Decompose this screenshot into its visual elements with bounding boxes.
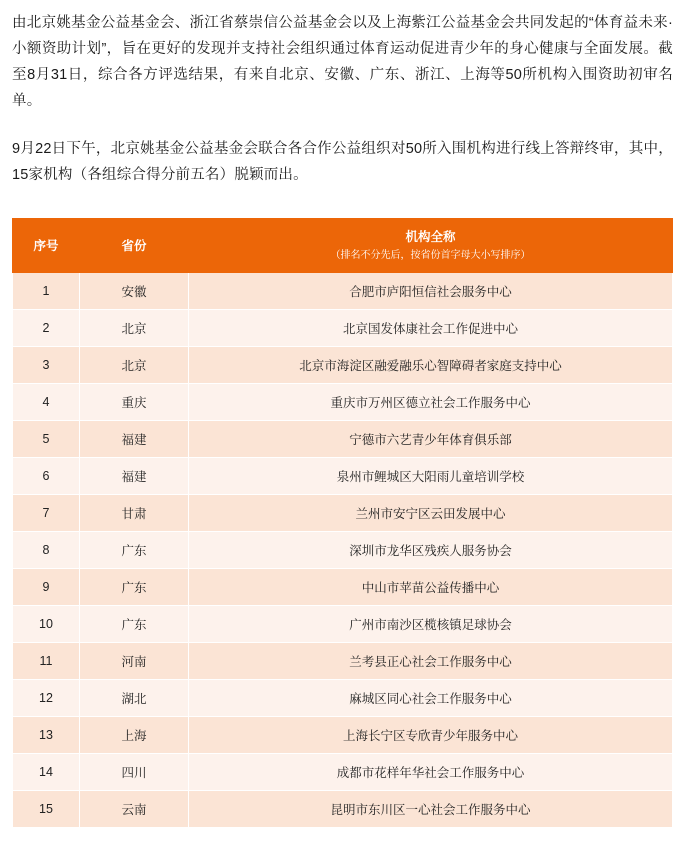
cell-index: 4 xyxy=(13,384,80,421)
table-row xyxy=(13,569,673,606)
table-row xyxy=(13,347,673,384)
cell-province: 湖北 xyxy=(80,680,189,717)
cell-organization-name: 宁德市六艺青少年体育俱乐部 xyxy=(189,421,673,458)
document-page xyxy=(0,0,685,188)
table-head xyxy=(13,219,673,273)
cell-province: 福建 xyxy=(80,458,189,495)
cell-index: 5 xyxy=(13,421,80,458)
table-row xyxy=(13,421,673,458)
cell-index: 2 xyxy=(13,310,80,347)
cell-organization-name: 昆明市东川区一心社会工作服务中心 xyxy=(189,791,673,828)
cell-province: 河南 xyxy=(80,643,189,680)
cell-province: 北京 xyxy=(80,347,189,384)
column-header-index: 序号 xyxy=(13,219,80,273)
cell-organization-name: 上海长宁区专欣青少年服务中心 xyxy=(189,717,673,754)
table-row xyxy=(13,680,673,717)
cell-organization-name: 成都市花样年华社会工作服务中心 xyxy=(189,754,673,791)
cell-index: 1 xyxy=(13,273,80,310)
cell-index: 12 xyxy=(13,680,80,717)
cell-organization-name: 深圳市龙华区残疾人服务协会 xyxy=(189,532,673,569)
table-row xyxy=(13,273,673,310)
cell-index: 8 xyxy=(13,532,80,569)
intro-paragraph-2: 9月22日下午，北京姚基金公益基金会联合各合作公益组织对50所入围机构进行线上答辩终审，其中，15家机构（各组综合得分前五名）脱颖而出。 xyxy=(12,141,673,183)
table-row xyxy=(13,606,673,643)
cell-province: 广东 xyxy=(80,532,189,569)
intro-paragraph-1: 由北京姚基金公益基金会、浙江省蔡崇信公益基金会以及上海紫江公益基金会共同发起的“体育益未来·小额资助计划”，旨在更好的发现并支持社会组织通过体育运动促进青少年的身心健康与全面发展。截至8月31日，综合各方评选结果，有来自北京、安徽、广东、浙江、上海等50所机构入围资助初审名单。 xyxy=(12,15,673,109)
cell-index: 10 xyxy=(13,606,80,643)
table-row xyxy=(13,495,673,532)
cell-index: 15 xyxy=(13,791,80,828)
cell-organization-name: 中山市苹苗公益传播中心 xyxy=(189,569,673,606)
cell-index: 9 xyxy=(13,569,80,606)
table-row xyxy=(13,458,673,495)
table-body xyxy=(13,273,673,828)
cell-organization-name: 兰考县正心社会工作服务中心 xyxy=(189,643,673,680)
cell-organization-name: 合肥市庐阳恒信社会服务中心 xyxy=(189,273,673,310)
cell-index: 6 xyxy=(13,458,80,495)
cell-province: 北京 xyxy=(80,310,189,347)
cell-index: 3 xyxy=(13,347,80,384)
cell-organization-name: 广州市南沙区榄核镇足球协会 xyxy=(189,606,673,643)
results-table-wrapper xyxy=(0,212,685,842)
cell-organization-name: 重庆市万州区德立社会工作服务中心 xyxy=(189,384,673,421)
table-row xyxy=(13,310,673,347)
cell-province: 云南 xyxy=(80,791,189,828)
table-header-row xyxy=(13,219,673,273)
table-row xyxy=(13,791,673,828)
cell-province: 广东 xyxy=(80,569,189,606)
table-row xyxy=(13,384,673,421)
table-row xyxy=(13,643,673,680)
cell-organization-name: 北京国发体康社会工作促进中心 xyxy=(189,310,673,347)
column-header-name-sub: （排名不分先后，按省份首字母大小写排序） xyxy=(330,250,531,261)
table-row xyxy=(13,532,673,569)
column-header-name xyxy=(189,219,673,273)
cell-index: 13 xyxy=(13,717,80,754)
column-header-name-main: 机构全称 xyxy=(405,230,456,244)
cell-province: 福建 xyxy=(80,421,189,458)
cell-province: 甘肃 xyxy=(80,495,189,532)
cell-province: 安徽 xyxy=(80,273,189,310)
cell-organization-name: 北京市海淀区融爱融乐心智障碍者家庭支持中心 xyxy=(189,347,673,384)
cell-index: 7 xyxy=(13,495,80,532)
shortlisted-organizations-table xyxy=(12,218,673,828)
cell-index: 11 xyxy=(13,643,80,680)
cell-organization-name: 兰州市安宁区云田发展中心 xyxy=(189,495,673,532)
cell-province: 上海 xyxy=(80,717,189,754)
table-row xyxy=(13,717,673,754)
cell-province: 广东 xyxy=(80,606,189,643)
column-header-province: 省份 xyxy=(80,219,189,273)
cell-province: 四川 xyxy=(80,754,189,791)
cell-organization-name: 泉州市鲤城区大阳雨儿童培训学校 xyxy=(189,458,673,495)
cell-province: 重庆 xyxy=(80,384,189,421)
cell-organization-name: 麻城区同心社会工作服务中心 xyxy=(189,680,673,717)
table-row xyxy=(13,754,673,791)
cell-index: 14 xyxy=(13,754,80,791)
